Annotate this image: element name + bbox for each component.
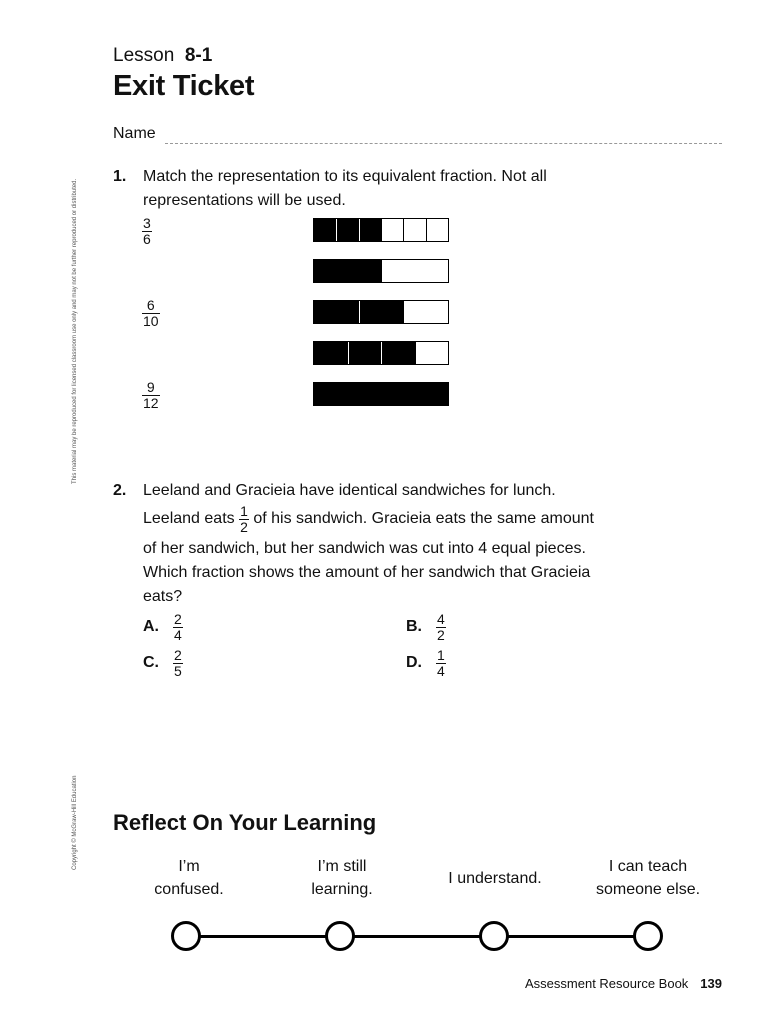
fraction-bar-3[interactable] <box>313 300 449 324</box>
level-teach-circle[interactable] <box>633 921 663 951</box>
page-title: Exit Ticket <box>113 70 255 102</box>
option-c[interactable]: C. $\frac{2}{5}$ <box>143 646 182 679</box>
level-confused-label: I’m confused. <box>154 858 224 898</box>
question-2-line-5: eats? <box>143 588 183 605</box>
bar-segment <box>314 342 348 364</box>
name-field[interactable] <box>165 143 722 144</box>
option-d-fraction: $\frac{1}{4}$ <box>437 646 445 679</box>
fraction-1-2: $\frac{1}{2}$ <box>240 502 248 535</box>
bar-segment <box>336 219 358 241</box>
bar-segment <box>359 301 404 323</box>
lesson-label: Lesson 8-1 <box>113 45 213 66</box>
fraction-bar-1[interactable] <box>313 218 449 242</box>
question-2-line-4: Which fraction shows the amount of her sandwich that Gracieia <box>143 564 591 581</box>
bar-segment <box>348 342 382 364</box>
question-2-line-1: Leeland and Gracieia have identical sandwiches for lunch. <box>143 482 556 499</box>
bar-segment <box>359 219 381 241</box>
level-teach-label: I can teach someone else. <box>595 858 701 898</box>
option-b-fraction: $\frac{4}{2}$ <box>437 610 445 643</box>
page-number: 139 <box>700 976 722 991</box>
bar-segment <box>426 219 448 241</box>
question-2-line-2: Leeland eats $\frac{1}{2}$ of his sandwich. Gracieia eats the same amount <box>143 502 594 535</box>
bar-segment <box>403 219 425 241</box>
question-1-number: 1. <box>113 168 127 185</box>
reflect-heading: Reflect On Your Learning <box>113 810 377 835</box>
fraction-3-6[interactable]: $\frac{3}{6}$ <box>143 215 151 247</box>
level-understand-circle[interactable] <box>479 921 509 951</box>
option-d[interactable]: D. $\frac{1}{4}$ <box>406 646 445 679</box>
option-a-fraction: $\frac{2}{4}$ <box>174 610 182 643</box>
bar-segment <box>403 301 448 323</box>
bar-segment <box>314 301 359 323</box>
copyright-notice: Copyright © McGraw-Hill Education <box>72 775 78 870</box>
footer <box>525 976 722 991</box>
footer-book-title: Assessment Resource Book <box>525 976 689 991</box>
bar-segment <box>381 219 403 241</box>
bar-segment <box>314 219 336 241</box>
reflect-scale-line <box>200 935 634 938</box>
option-a[interactable]: A. $\frac{2}{4}$ <box>143 610 182 643</box>
name-label: Name <box>113 125 156 142</box>
level-learning-circle[interactable] <box>325 921 355 951</box>
option-c-fraction: $\frac{2}{5}$ <box>174 646 182 679</box>
question-2-number: 2. <box>113 482 127 499</box>
fraction-bar-2[interactable] <box>313 259 449 283</box>
bar-segment <box>415 342 449 364</box>
fraction-bar-5[interactable] <box>313 382 449 406</box>
bar-segment <box>381 342 415 364</box>
level-learning-label: I’m still learning. <box>311 858 373 898</box>
fraction-bar-4[interactable] <box>313 341 449 365</box>
fraction-9-12[interactable]: $\frac{9}{12}$ <box>143 379 159 411</box>
bar-segment <box>314 383 448 405</box>
bar-segment <box>381 260 448 282</box>
license-notice: This material may be reproduced for licensed classroom use only and may not be further reproduced or distributed. <box>72 178 78 484</box>
option-b[interactable]: B. $\frac{4}{2}$ <box>406 610 445 643</box>
fraction-6-10[interactable]: $\frac{6}{10}$ <box>143 297 159 329</box>
question-1-text: Match the representation to its equivalent fraction. Not all representations will be used. <box>143 168 547 209</box>
lesson-number: 8-1 <box>184 45 213 66</box>
level-confused-circle[interactable] <box>171 921 201 951</box>
question-2-line-3: of her sandwich, but her sandwich was cut into 4 equal pieces. <box>143 540 586 557</box>
bar-segment <box>314 260 381 282</box>
level-understand-label: I understand. <box>448 870 542 887</box>
